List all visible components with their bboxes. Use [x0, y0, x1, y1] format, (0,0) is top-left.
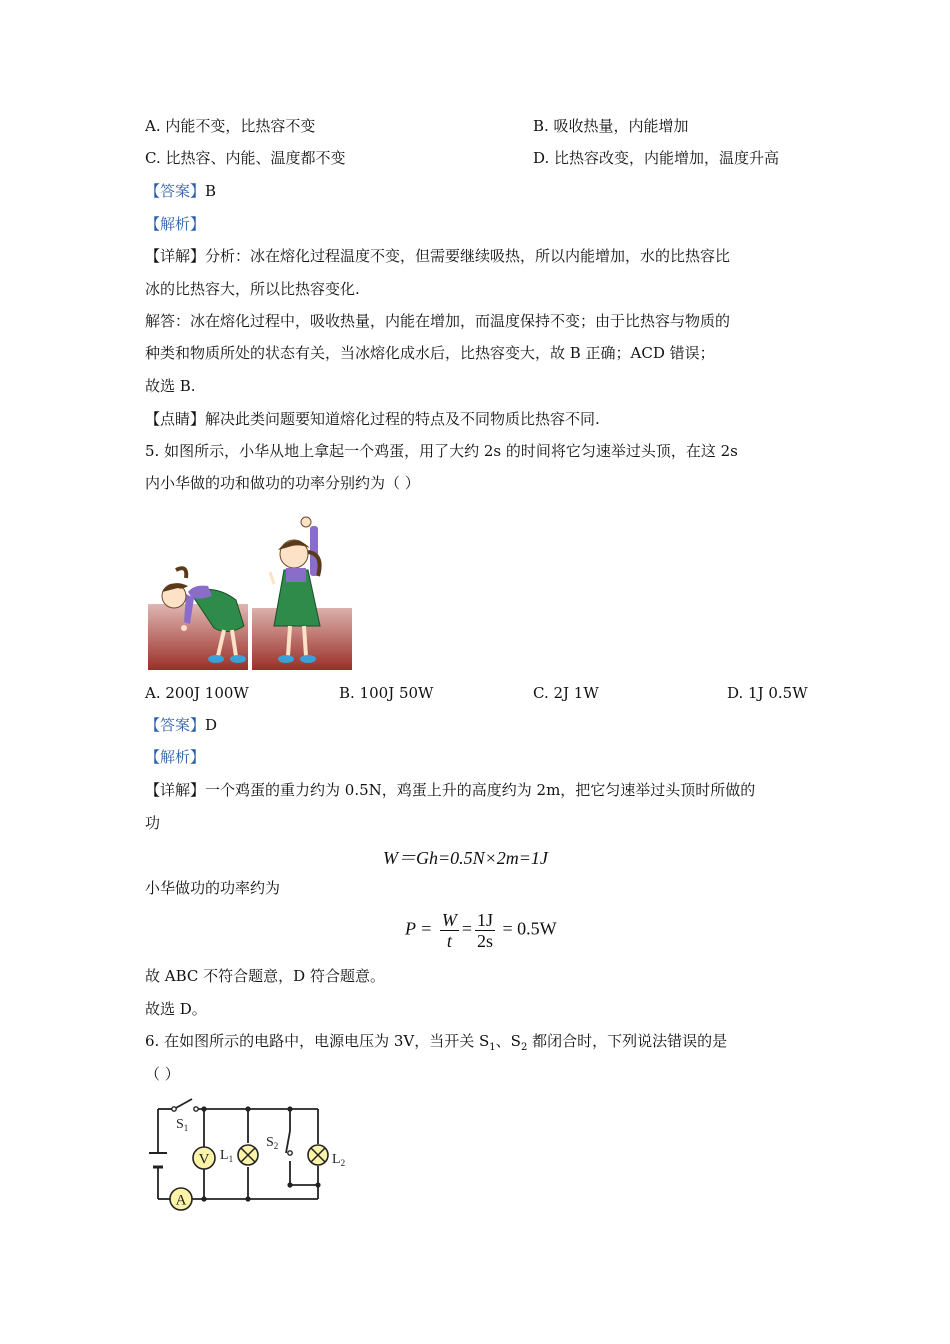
q5-option-a: A. 200J 100W — [145, 684, 249, 702]
voltmeter-label: V — [198, 1151, 210, 1168]
q4-answer — [145, 181, 216, 201]
frac1-denominator: t — [446, 931, 452, 951]
q4-choose: 故选 B. — [145, 377, 196, 395]
q4-option-d: D. 比热容改变，内能增加，温度升高 — [533, 149, 780, 167]
detail-text: 一个鸡蛋的重力约为 0.5N，鸡蛋上升的高度约为 2m，把它匀速举过头顶时所做的 — [205, 781, 756, 799]
q4-detail-line1 — [145, 246, 730, 266]
q6-stem-line1 — [145, 1031, 727, 1058]
detail-tag: 【详解】 — [145, 247, 206, 265]
detail-text: 分析：冰在熔化过程温度不变，但需要继续吸热，所以内能增加，水的比热容比 — [205, 247, 731, 265]
power-rhs: = 0.5W — [502, 918, 557, 939]
stem-suffix: 都闭合时，下列说法错误的是 — [527, 1032, 728, 1050]
frac2-numerator: 1J — [476, 910, 493, 930]
q4-analysis-tag: 【解析】 — [145, 215, 206, 233]
q5-detail-line2: 功 — [145, 814, 161, 832]
q5-power-text: 小华做功的功率约为 — [145, 879, 281, 897]
fraction-w-over-t — [440, 910, 459, 951]
q5-detail-line1 — [145, 780, 755, 800]
stem-prefix: 6. 在如图所示的电路中，电源电压为 3V，当开关 S — [145, 1032, 490, 1050]
q5-option-b: B. 100J 50W — [339, 684, 434, 702]
s2-label: $S_2$ — [266, 1135, 279, 1151]
q4-option-c: C. 比热容、内能、温度都不变 — [145, 149, 346, 167]
stem-mid: 、S — [495, 1032, 521, 1050]
power-lhs: P = — [405, 918, 433, 939]
q4-solve-line1: 解答：冰在熔化过程中，吸收热量，内能在增加，而温度保持不变；由于比热容与物质的 — [145, 312, 731, 330]
s2-subscript: 2 — [520, 1042, 528, 1053]
answer-tag: 【答案】 — [145, 716, 206, 734]
l2-label: $L_2$ — [332, 1152, 346, 1168]
girl-lifting-egg-illustration — [148, 514, 352, 670]
q4-comment — [145, 409, 600, 429]
q4-detail-line2: 冰的比热容大，所以比热容变化. — [145, 280, 360, 298]
q5-analysis-tag: 【解析】 — [145, 748, 206, 766]
lamp-l1-symbol — [238, 1145, 258, 1165]
power-formula: P = $\frac{W}{t}$ = $\frac{1J}{2s}$ = 0.5W — [405, 910, 557, 951]
q5-answer — [145, 715, 217, 735]
comment-text: 解决此类问题要知道熔化过程的特点及不同物质比热容不同. — [205, 410, 600, 428]
answer-value: B — [205, 182, 217, 200]
panel-standing — [252, 517, 352, 670]
s1-label: $S_1$ — [176, 1117, 189, 1133]
q4-option-a: A. 内能不变，比热容不变 — [145, 117, 316, 135]
s1-subscript: 1 — [489, 1042, 496, 1053]
q5-option-d: D. 1J 0.5W — [727, 684, 808, 702]
q4-solve-line2: 种类和物质所处的状态有关，当冰熔化成水后，比热容变大，故 B 正确；ACD 错误； — [145, 344, 715, 362]
answer-value: D — [205, 716, 218, 734]
answer-tag: 【答案】 — [145, 182, 206, 200]
panel-bending — [148, 554, 248, 670]
q5-option-c: C. 2J 1W — [533, 684, 599, 702]
comment-tag: 【点睛】 — [145, 410, 206, 428]
circuit-diagram — [140, 1095, 370, 1215]
ammeter-label: A — [175, 1192, 187, 1209]
frac2-denominator: 2s — [476, 931, 493, 951]
q4-option-b: B. 吸收热量，内能增加 — [533, 117, 689, 135]
frac1-numerator: W — [441, 910, 457, 930]
q6-stem-line2: （ ） — [145, 1065, 180, 1083]
fraction-1j-over-2s — [475, 910, 495, 951]
work-formula: W＝Gh=0.5N×2m=1J — [383, 848, 548, 868]
q5-choose: 故选 D。 — [145, 1000, 207, 1018]
q5-stem-line2: 内小华做的功和做功的功率分别约为（ ） — [145, 474, 420, 492]
q5-stem-line1: 5. 如图所示，小华从地上拿起一个鸡蛋，用了大约 2s 的时间将它匀速举过头顶，在这 2s — [145, 442, 738, 460]
l1-label: $L_1$ — [220, 1148, 234, 1164]
q5-conclusion: 故 ABC 不符合题意，D 符合题意。 — [145, 967, 385, 985]
detail-tag: 【详解】 — [145, 781, 206, 799]
lamp-l2-symbol — [308, 1145, 328, 1165]
